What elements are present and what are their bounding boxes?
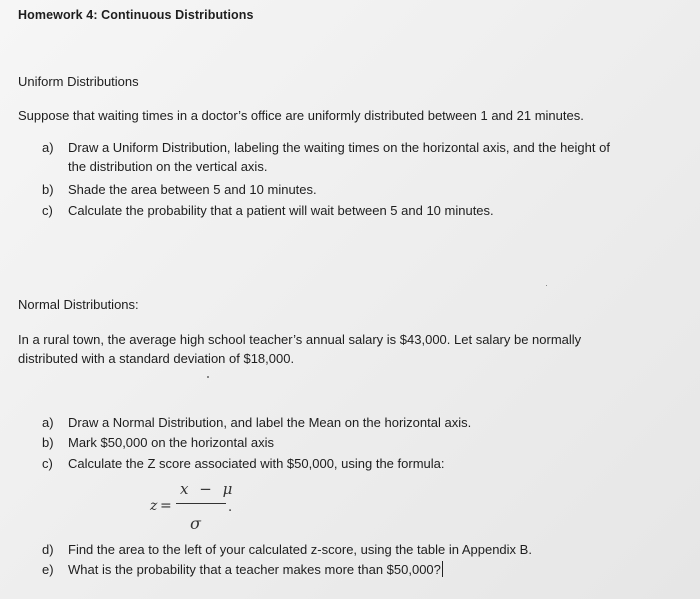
uniform-heading: Uniform Distributions <box>18 74 139 89</box>
item-text: Mark $50,000 on the horizontal axis <box>68 435 274 450</box>
item-marker: b) <box>42 182 54 197</box>
item-marker: c) <box>42 456 53 471</box>
formula-terminator: . <box>228 500 233 515</box>
text-cursor <box>442 561 443 577</box>
item-marker: a) <box>42 415 54 430</box>
uniform-item-a <box>42 138 672 176</box>
normal-heading: Normal Distributions: <box>18 297 139 312</box>
formula-denominator: σ <box>190 514 201 533</box>
item-text: Draw a Normal Distribution, and label the Mean on the horizontal axis. <box>68 415 472 430</box>
page-title: Homework 4: Continuous Distributions <box>18 8 254 22</box>
item-marker: d) <box>42 542 54 557</box>
item-marker: e) <box>42 562 54 577</box>
normal-intro-line1: In a rural town, the average high school teacher’s annual salary is $43,000. Let salary be normally <box>18 332 582 347</box>
item-marker: c) <box>42 203 53 218</box>
uniform-item-c <box>42 201 672 220</box>
item-text <box>68 560 672 579</box>
normal-intro-line2: distributed with a standard deviation of $18,000. <box>18 351 295 366</box>
item-text: Draw a Uniform Distribution, labeling the waiting times on the horizontal axis, and the height of <box>68 140 610 155</box>
normal-item-a <box>42 413 672 432</box>
formula-numerator: x − μ <box>180 480 236 498</box>
fraction-bar <box>176 503 226 504</box>
normal-item-b <box>42 433 672 452</box>
item-marker: a) <box>42 140 54 155</box>
scan-speck <box>546 285 547 286</box>
formula-equals: = <box>160 498 172 514</box>
item-marker: b) <box>42 435 54 450</box>
item-text: Calculate the Z score associated with $50,000, using the formula: <box>68 456 445 471</box>
item-text-content: What is the probability that a teacher makes more than $50,000? <box>68 562 441 577</box>
formula-lhs: z <box>150 498 158 514</box>
item-text: Find the area to the left of your calculated z-score, using the table in Appendix B. <box>68 542 532 557</box>
normal-item-e <box>42 560 672 579</box>
item-text-continued: the distribution on the vertical axis. <box>68 159 268 174</box>
item-text: Calculate the probability that a patient will wait between 5 and 10 minutes. <box>68 203 494 218</box>
normal-intro <box>18 330 658 368</box>
item-text: Shade the area between 5 and 10 minutes. <box>68 182 317 197</box>
normal-item-c <box>42 454 672 473</box>
normal-item-d <box>42 540 672 559</box>
scan-speck <box>207 376 209 378</box>
z-score-formula <box>150 478 290 538</box>
uniform-intro: Suppose that waiting times in a doctor’s office are uniformly distributed between 1 and 21 minutes. <box>18 108 584 123</box>
uniform-item-b <box>42 180 672 199</box>
